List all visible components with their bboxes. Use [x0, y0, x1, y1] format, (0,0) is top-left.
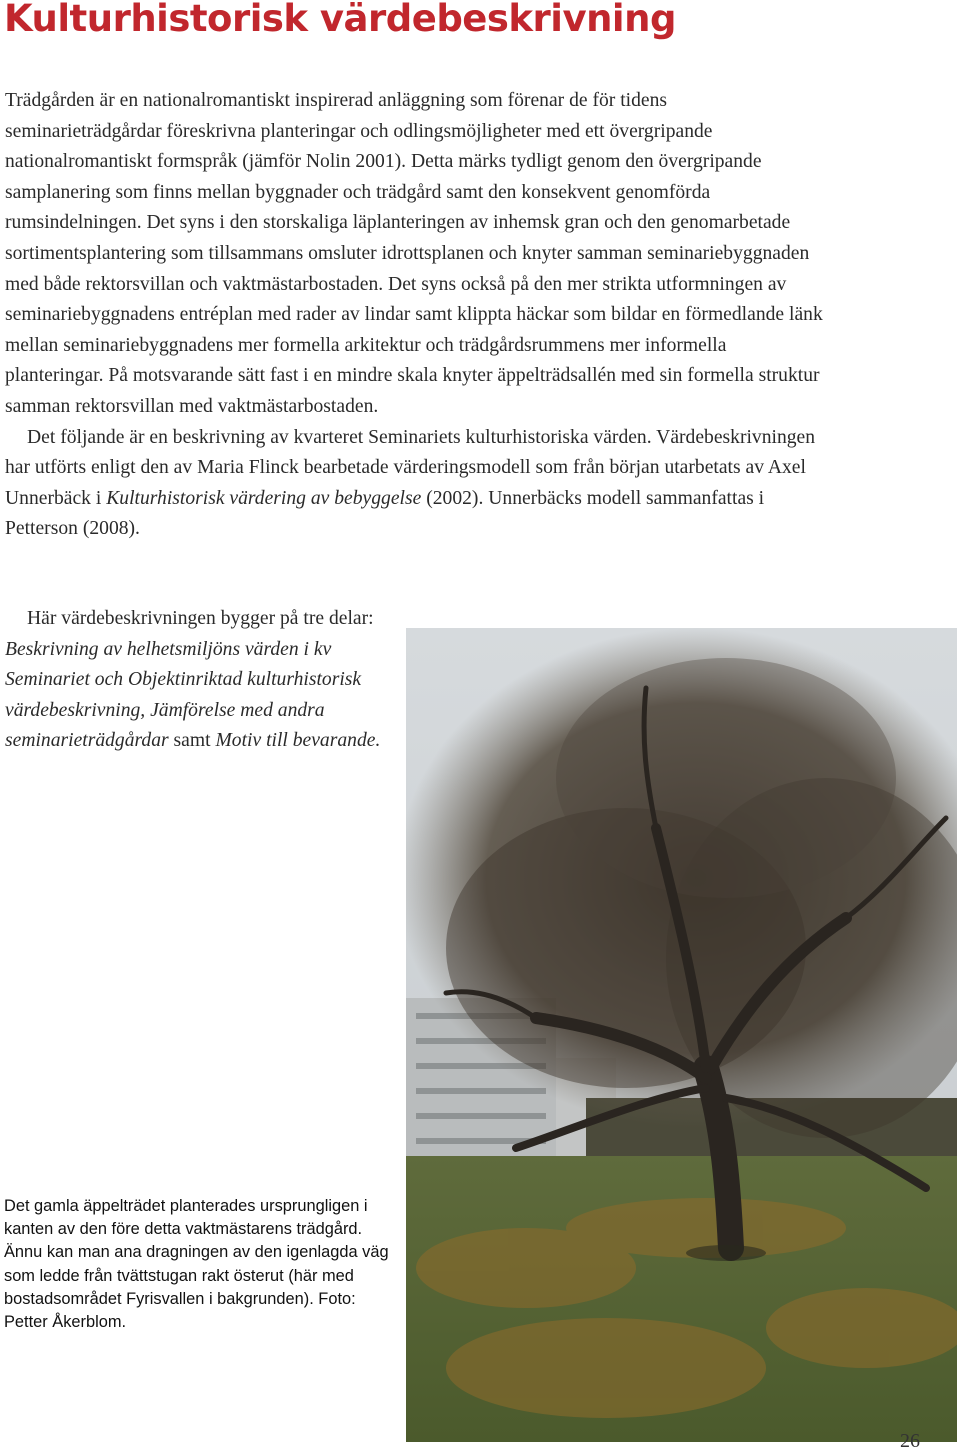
paragraph-3-text-mid: samt	[168, 730, 216, 752]
paragraph-2-text: Det följande är en beskrivning av kvarteret Seminariets kulturhistoriska värden. Värdebeskrivningen har utförts enligt den av Maria Flinck bearbetade värderingsmodell som från början utarbetats av Axel Unnerbäck i	[5, 426, 816, 509]
apple-tree-photo	[406, 628, 957, 1442]
main-text	[5, 86, 827, 545]
paragraph-2-italic: Kulturhistorisk värdering av bebyggelse	[106, 487, 422, 509]
page-number: 26	[900, 1430, 920, 1452]
paragraph-1: Trädgården är en nationalromantiskt inspirerad anläggning som förenar de för tidens seminarieträdgårdar föreskrivna planteringar och odlingsmöjligheter med ett övergripande nationalromantiskt formspråk (jämför Nolin 2001). Detta märks tydligt genom den övergripande samplanering som finns mellan byggnader och trädgård samt den konsekvent genomförda rumsindelningen. Det syns i den storskaliga läplanteringen av inhemsk gran och den genomarbetade sortimentsplantering som tillsammans omsluter idrottsplanen och knyter samman seminariebyggnaden med både rektorsvillan och vaktmästarbostaden. Det syns också på den mer strikta utformningen av seminariebyggnadens entréplan med rader av lindar samt klippta häckar som bildar en förmedlande länk mellan seminariebyggnadens mer formella arkitektur och trädgårdsrummens mer informella planteringar. På motsvarande sätt fast i en mindre skala knyter äppelträdsallén med sin formella struktur samman rektorsvillan med vaktmästarbostaden.	[5, 90, 823, 417]
paragraph-3	[5, 604, 385, 757]
photo-caption: Det gamla äppelträdet planterades ursprungligen i kanten av den före detta vaktmästarens trädgård. Ännu kan man ana dragningen av den igenlagda väg som ledde från tvättstugan rakt österut (här med bostadsområdet Fyrisvallen i bakgrunden). Foto: Petter Åkerblom.	[4, 1197, 389, 1332]
paragraph-2-text-end: (2002). Unnerbäcks modell sammanfattas i Petterson (2008).	[5, 487, 765, 540]
page-title: Kulturhistorisk värdebeskrivning	[4, 0, 676, 40]
paragraph-2	[5, 423, 827, 545]
paragraph-3-italic-end: Motiv till bevarande.	[215, 730, 381, 752]
paragraph-3-italic: Beskrivning av helhetsmiljöns värden i kv Seminariet och Objektinriktad kulturhistorisk värdebeskrivning, Jämförelse med andra seminarieträdgårdar	[5, 638, 362, 752]
paragraph-3-text: Här värdebeskrivningen bygger på tre delar:	[27, 608, 374, 629]
